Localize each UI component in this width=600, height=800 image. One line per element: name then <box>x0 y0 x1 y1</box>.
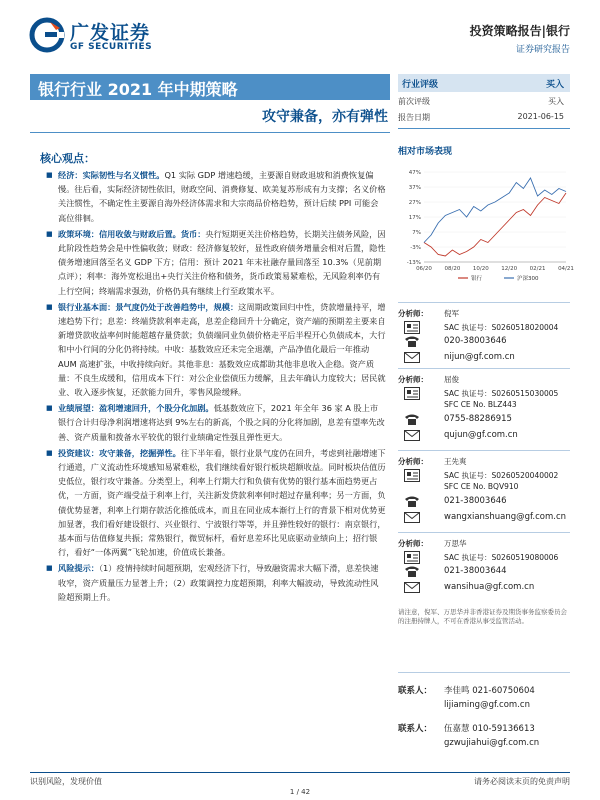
x-tick-label: 10/20 <box>472 266 489 272</box>
paragraph-economy <box>46 168 386 225</box>
report-title: 银行行业 2021 年中期策略 <box>38 80 238 99</box>
gf-logo <box>30 18 180 58</box>
analyst-email[interactable]: qujun@gf.com.cn <box>444 430 518 440</box>
analyst-name: 倪军 <box>444 309 459 318</box>
id-card-icon <box>404 387 420 400</box>
previous-rating-row <box>398 96 570 107</box>
email-icon <box>404 429 420 442</box>
id-card-icon <box>404 469 420 482</box>
legend-label: 沪深300 <box>517 276 539 282</box>
phone-icon <box>404 565 420 578</box>
paragraph-lead: 经济：实际韧性与名义惯性。 <box>58 170 165 180</box>
analyst-name: 王先爽 <box>444 457 467 466</box>
page-header <box>0 0 600 72</box>
id-card-icon <box>404 551 420 564</box>
x-tick-label: 12/20 <box>501 266 518 272</box>
phone-icon <box>404 495 420 508</box>
analyst-divider <box>398 532 570 533</box>
paragraph-text: 央行短期更关注价格趋势，长期关注债务风险，因此阶段性趋势会是中性偏收敛；财政：经济修复较好，显性政府债务增量会相对后置，隐性债务增速回落至名义 GDP 下方；信用：预计 2021 年末社融存量回落至 10.3%（见前期点评）；利率：海外宽松退出+央行关注价格和债务，货币政策易紧难松，无风险利率仍有上行空间；终端需求强劲，价格仍具有继续上行至政策水平。 <box>58 228 386 296</box>
rating-header <box>398 74 570 92</box>
core-views-heading: 核心观点： <box>40 152 95 165</box>
page-number: 1 / 42 <box>289 788 311 796</box>
paragraph-fundamentals <box>46 300 386 399</box>
analyst-2 <box>398 374 570 444</box>
report-date-row <box>398 112 570 123</box>
email-icon <box>404 511 420 524</box>
y-tick-label: 17% <box>408 215 421 221</box>
core-views-body <box>46 168 386 606</box>
analyst-name: 万思华 <box>444 539 467 548</box>
previous-rating-label: 前次评级 <box>398 97 430 106</box>
analyst-phone: 020-38003646 <box>444 336 507 346</box>
analyst-divider <box>398 368 570 369</box>
rating-value: 买入 <box>545 80 564 90</box>
footer-slogan: 识别风险，发现价值 <box>30 777 102 786</box>
analyst-license-sfc: SFC CE No. BLZ443 <box>444 400 517 409</box>
analyst-3 <box>398 456 570 526</box>
id-card-icon <box>404 321 420 334</box>
x-tick-label: 08/20 <box>444 266 461 272</box>
analyst-license: SAC 执证号：S0260519080006 <box>444 553 559 562</box>
disclaimer-note: 请注意，倪军、万思华并非香港证券及期货事务监察委员会的注册持牌人，不可在香港从事受监管活动。 <box>398 608 567 625</box>
analyst-divider <box>398 450 570 451</box>
logo-text-cn: 广发证券 <box>70 22 151 44</box>
y-tick-label: 37% <box>408 185 421 191</box>
contact-name-phone: 伍嘉慧 010-59136613 <box>444 724 535 734</box>
analyst-license: SAC 执证号：S0260518020004 <box>444 323 559 332</box>
relative-performance-title: 相对市场表现 <box>398 147 453 157</box>
y-tick-label: 7% <box>412 230 421 236</box>
x-tick-label: 02/21 <box>529 266 546 272</box>
report-type: 投资策略报告|银行 <box>469 24 570 38</box>
rating-label: 行业评级 <box>402 80 439 90</box>
y-tick-label: 27% <box>408 200 421 206</box>
title-banner <box>30 74 390 100</box>
side-divider <box>398 128 570 129</box>
email-icon <box>404 351 420 364</box>
footer-disclaimer: 请务必阅读末页的免责声明 <box>474 777 570 786</box>
series-line-2 <box>424 178 566 243</box>
y-tick-label: -13% <box>406 260 421 266</box>
analyst-role: 分析师： <box>398 539 428 548</box>
analyst-license: SAC 执证号：S0260520040002 <box>444 471 559 480</box>
paragraph-investment <box>46 446 386 560</box>
analyst-phone: 0755-88286915 <box>444 414 512 424</box>
analyst-name: 屈俊 <box>444 375 459 384</box>
contacts-divider <box>398 672 570 673</box>
report-date-label: 报告日期 <box>398 113 430 122</box>
legend-label: 银行 <box>471 276 483 282</box>
contact-email[interactable]: gzwujiahui@gf.com.cn <box>444 738 540 748</box>
analyst-phone: 021-38003644 <box>444 566 507 576</box>
paragraph-outlook <box>46 401 386 444</box>
paragraph-risk <box>46 561 386 604</box>
paragraph-lead: 业绩展望：盈利增速回升，个股分化加剧。 <box>58 403 214 414</box>
paragraph-text: 这周期政策回归中性，贷款增量持平，增速趋势下行；息差：终端贷款利率走高，息差企稳回升十分确定，资产端的预期差主要来自新增贷款收益率何时能超越存量贷款；负债端同业负债价格走平后半程开心负债成本，大行和中小行间的分化仍将持续。中收：基数效应还未完全退潮，产品净值化最后一年推动 AUM 高速扩张，中收持续向好。其他非息：基数效应成都助其他非息收入企稳。资产质量：不良生成缓和，信用成本下行：对公企业偿债压力缓解，且去年确认力度较大；居民就业、收入逐步恢复，还款能力回升，零售风险缓释。 <box>58 301 386 398</box>
x-tick-label: 06/20 <box>416 266 432 272</box>
phone-icon <box>404 335 420 348</box>
paragraph-text: 低基数效应下，2021 年全年 36 家 A 股上市银行合计归母净利润增速将达到 9%左右的新高，个股之间的分化将加剧，息差有望率先改善、资产质量和拨备水平较优的银行业绩确定性强且弹性更大。 <box>58 403 385 442</box>
paragraph-text: 往下半年看，银行业景气度仍在回升，考虑到社融增速下行通道，广义流动性环境感知易紧难松，我们继续看好银行板块超额收益。同时板块估值历史低位，银行攻守兼备。分类型上，利率上行期大行和负债有优势的银行基本面趋势更占优，一方面，资产端受益于利率上行，关注新发贷款利率何时超过存量利率；另一方面，负债优势显著，利率上行期存款活化推低成本，而且在同业成本渐行上行的背景下相对优势更加显著，我们看好建设银行、兴业银行、宁波银行等等，并且弹性较好的银行：南京银行，基本面与估值修复共振；常熟银行，微贸标杆，看好息差环比见底驱动业绩向上；招行银行，看好“一体两翼”飞轮加速，价值成长兼备。 <box>58 447 386 558</box>
contact-email[interactable]: lijiaming@gf.com.cn <box>444 700 530 710</box>
paragraph-lead: 银行业基本面：景气度仍处于改善趋势中，规模： <box>58 301 239 312</box>
paragraph-policy <box>46 227 386 298</box>
report-subtitle: 攻守兼备，亦有弹性 <box>262 109 388 125</box>
y-tick-label: -3% <box>410 245 421 251</box>
y-tick-label: 47% <box>408 170 421 176</box>
email-icon <box>404 581 420 594</box>
analyst-role: 分析师： <box>398 457 428 466</box>
relative-performance-chart <box>398 166 574 291</box>
gf-logo-icon <box>30 18 64 52</box>
analyst-4 <box>398 538 570 608</box>
analyst-role: 分析师： <box>398 375 428 384</box>
analyst-email[interactable]: nijun@gf.com.cn <box>444 352 515 362</box>
report-date-value: 2021-06-15 <box>517 112 564 121</box>
analyst-license-sfc: SFC CE No. BQV910 <box>444 482 519 491</box>
contact-role: 联系人： <box>398 686 433 696</box>
paragraph-lead: 投资建议：攻守兼备，挖掘弹性。 <box>58 447 181 458</box>
x-tick-label: 04/21 <box>558 266 574 272</box>
analyst-phone: 021-38003646 <box>444 496 507 506</box>
paragraph-text: （1）疫情持续时间超预期，宏观经济下行，导致融资需求大幅下滑，息差快速收窄，资产质量压力显著上升；（2）政策调控力度超预期，利率大幅波动，导致流动性风险超预期上升。 <box>58 563 379 602</box>
analyst-email[interactable]: wangxianshuang@gf.com.cn <box>444 512 567 522</box>
paragraph-lead: 政策环境：信用收敛与财政后置。货币： <box>58 228 206 239</box>
analyst-license: SAC 执证号：S0260515030005 <box>444 389 559 398</box>
analyst-email[interactable]: wansihua@gf.com.cn <box>444 582 535 592</box>
footer-divider <box>30 772 570 773</box>
analyst-role: 分析师： <box>398 309 428 318</box>
logo-text-en: GF SECURITIES <box>70 42 153 52</box>
title-divider <box>30 132 390 133</box>
analyst-divider <box>398 302 570 303</box>
paragraph-text: Q1 实际 GDP 增速趋缓，主要源自财政退坡和消费恢复偏慢。往后看，实际经济韧性依旧，财政空间、消费修复、欧美复苏形成有力支撑；名义价格关注惯性，不确定性主要源自海外经济体需求和大宗商品价格趋势，预计后续 PPI 可能会高位徘徊。 <box>58 170 386 223</box>
phone-icon <box>404 413 420 426</box>
paragraph-lead: 风险提示： <box>58 563 99 574</box>
previous-rating-value: 买入 <box>548 97 564 106</box>
report-category: 证券研究报告 <box>515 45 570 55</box>
contact-name-phone: 李佳鸣 021-60750604 <box>444 686 535 696</box>
contact-role: 联系人： <box>398 724 433 734</box>
